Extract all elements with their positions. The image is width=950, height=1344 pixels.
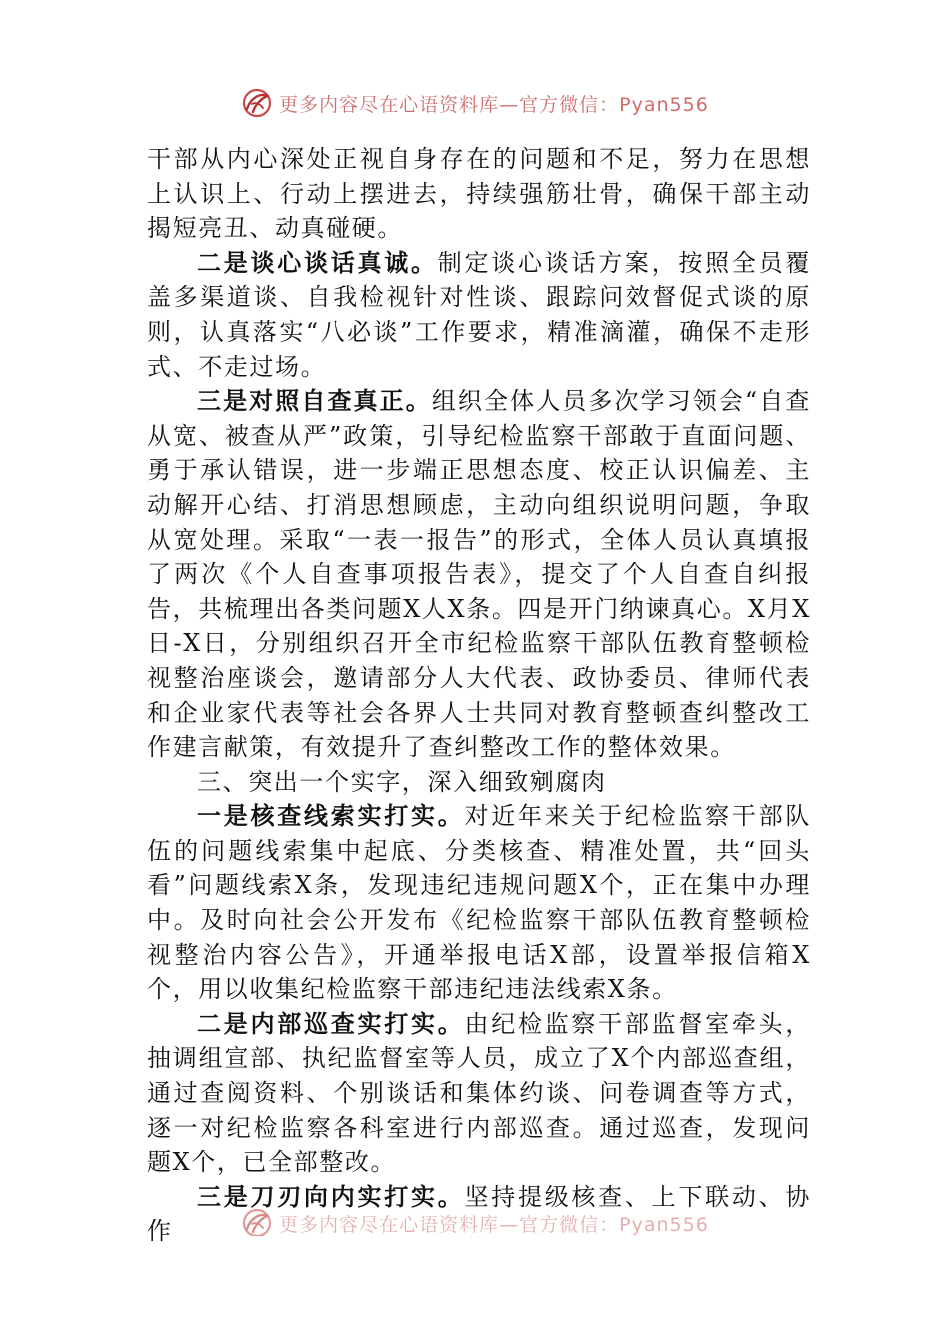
- section-heading: 三、突出一个实字，深入细致剜腐肉: [197, 767, 607, 796]
- watermark-text: 更多内容尽在心语资料库—官方微信：Pyan556: [279, 1213, 709, 1236]
- document-body: [147, 142, 811, 1249]
- paragraph-lead: 三是刀刃向内实打实。: [197, 1182, 465, 1211]
- header-watermark: [0, 86, 950, 120]
- paragraph-3: 三是对照自查真正。组织全体人员多次学习领会“自查从宽、被查从严”政策，引导纪检监察干部敢于直面问题、勇于承认错误，进一步端正思想态度、校正认识偏差、主动解开心结、打消思想顾虑，主动向组织说明问题，争取从宽处理。采取“一表一报告”的形式，全体人员认真填报了两次《个人自查事项报告表》，提交了个人自查自纠报告，共梳理出各类问题X人X条。四是开门纳谏真心。X月X日-X日，分别组织召开全市纪检监察干部队伍教育整顿检视整治座谈会，邀请部分人大代表、政协委员、律师代表和企业家代表等社会各界人士共同对教育整顿查纠整改工作建言献策，有效提升了查纠整改工作的整体效果。: [147, 387, 811, 762]
- paragraph-lead: 一是核查线索实打实。: [197, 802, 465, 831]
- signature-logo-icon: [241, 1207, 273, 1236]
- paragraph-4: 一是核查线索实打实。对近年来关于纪检监察干部队伍的问题线索集中起底、分类核查、精准处置，共“回头看”问题线索X条，发现违纪违规问题X个，正在集中办理中。及时向社会公开发布《纪检监察干部队伍教育整顿检视整治内容公告》，开通举报电话X部，设置举报信箱X个，用以收集纪检监察干部违纪违法线索X条。: [147, 802, 811, 1004]
- paragraph-lead: 二是内部巡查实打实。: [197, 1009, 465, 1038]
- footer-watermark: [0, 1206, 950, 1236]
- paragraph-lead: 三是对照自查真正。: [197, 387, 432, 416]
- paragraph-1: 干部从内心深处正视自身存在的问题和不足，努力在思想上认识上、行动上摆进去，持续强筋壮骨，确保干部主动揭短亮丑、动真碰硬。: [147, 145, 811, 243]
- paragraph-6: 三是刀刃向内实打实。坚持提级核查、上下联动、协作: [147, 1182, 811, 1246]
- paragraph-lead: 二是谈心谈话真诚。: [197, 248, 438, 277]
- paragraph-5: 二是内部巡查实打实。由纪检监察干部监督室牵头，抽调组宣部、执纪监督室等人员，成立了X个内部巡查组，通过查阅资料、个别谈话和集体约谈、问卷调查等方式，逐一对纪检监察各科室进行内部巡查。通过巡查，发现问题X个，已全部整改。: [147, 1009, 811, 1177]
- signature-logo-icon: [241, 87, 273, 119]
- paragraph-2: 二是谈心谈话真诚。制定谈心谈话方案，按照全员覆盖多渠道谈、自我检视针对性谈、跟踪问效督促式谈的原则，认真落实“八必谈”工作要求，精准滴灌，确保不走形式、不走过场。: [147, 248, 812, 381]
- watermark-text: 更多内容尽在心语资料库—官方微信：Pyan556: [279, 93, 709, 116]
